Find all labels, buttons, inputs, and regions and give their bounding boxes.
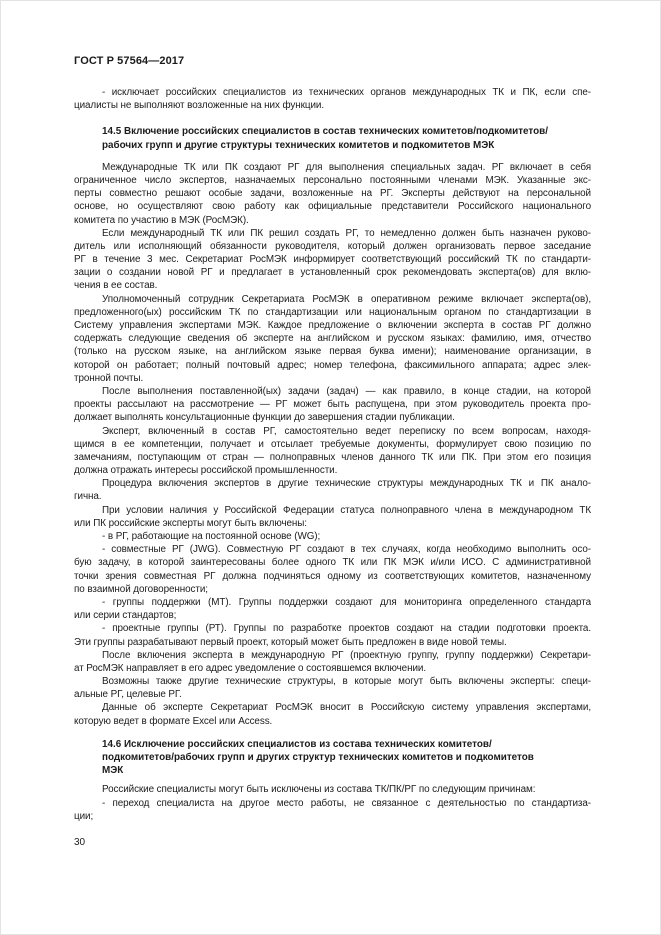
paragraph [74,783,591,796]
text-line: перты совместно решают особые задачи, возложенные на РГ. Эксперты действуют на персональной [74,188,591,200]
list-item-reason-1 [74,797,591,823]
text-line: После включения эксперта в международную РГ (проектную группу, группу поддержки) Секретари- [102,649,591,661]
text-line: - проектные группы (РТ). Группы по разработке проектов создают на стадии подготовки проекта. [102,623,591,635]
list-item-wg [74,530,591,543]
text-line: точки зрения совместная РГ должна подчиняться одному из соответствующих комитетов, назначенному [74,570,591,582]
text-line: При условии наличия у Российской Федерации статуса полноправного члена в международном ТК [102,504,591,516]
text-line: Если международный ТК или ПК решил создать РГ, то немедленно должен быть назначен руково- [102,227,591,239]
paragraph [74,385,591,425]
text-line: дитель или исполняющий обязанности руководителя, который должен организовать первое заседание [74,240,591,252]
list-item-pt [74,622,591,648]
page-number: 30 [74,836,86,848]
text-line: 14.5 Включение российских специалистов в состав технических комитетов/подкомитетов/ [102,126,548,138]
text-line: или ПК российские эксперты могут быть включены: [74,517,307,529]
text-line: ограниченное число экспертов, назначаемых персонально постоянными членами МЭК. Указанные экс- [74,174,591,186]
text-line: рабочих групп и другие структуры технических комитетов и подкомитетов МЭК [102,139,495,151]
text-line: чения в ее состав. [74,280,158,292]
text-line: или серии стандартов; [74,610,177,622]
text-line: - исключает российских специалистов из технических органов международных ТК и ПК, если спе- [102,87,591,98]
text-line: (только на русском языке, на английском языке первая буква имени); наименование организации, в [74,346,591,358]
text-line: ат РосМЭК направляет в его адрес уведомление о состоявшемся включении. [74,662,426,674]
text-line: которую ведет в формате Excel или Access. [74,715,273,727]
text-line: МЭК [102,765,124,777]
list-item-continued [74,86,591,112]
paragraph [74,425,591,478]
text-line: ции; [74,810,94,822]
text-line: циалисты не выполняют возложенные на них функции. [74,100,325,112]
text-line: Российские специалисты могут быть исключены из состава ТК/ПК/РГ по следующим причинам: [102,784,536,796]
text-line: которой он работает; полный почтовый адрес; номер телефона, факсимильного аппарата; адрес элек- [74,359,591,371]
text-line: по взаимной договоренности; [74,583,208,595]
text-line: Данные об эксперте Секретариат РосМЭК вносит в Российскую систему управления экспертами, [102,702,591,714]
text-line: Уполномоченный сотрудник Секретариата РосМЭК в оперативном режиме включает эксперта(ов), [102,293,591,305]
text-line: - группы поддержки (МТ). Группы поддержки создают для мониторинга определенного стандарта [102,596,591,608]
text-line: щимся в ее компетенции, получает и отсылает требуемые документы, формулирует свою позицию по [74,438,591,450]
page-content-area [74,55,591,849]
text-line: - совместные РГ (JWG). Совместную РГ создают в тех случаях, когда необходимо выполнить осо- [102,544,591,556]
text-line: гична. [74,491,102,503]
text-line: 14.6 Исключение российских специалистов из состава технических комитетов/ [102,738,492,750]
heading-14-5 [74,125,591,151]
text-line: - переход специалиста на другое место работы, не связанное с деятельностью по стандартиза- [102,797,591,809]
paragraph [74,161,591,227]
standard-code-header: ГОСТ Р 57564—2017 [74,55,185,67]
list-item-mt [74,596,591,622]
heading-14-6 [74,738,591,778]
document-body [74,86,591,823]
paragraph [74,504,591,530]
text-line: комитета по участию в МЭК (РосМЭК). [74,214,249,226]
text-line: предложенного(ых) российским ТК по стандартизации или национальным органом по стандартизации в [74,306,591,318]
text-line: - в РГ, работающие на постоянной основе (WG); [102,531,321,542]
text-line: содержать следующие сведения об эксперте на английском и русском языках: фамилию, имя, отчество [74,333,591,345]
text-line: проекты рассылают на рассмотрение — РГ может быть распущена, при этом руководитель проекта про- [74,399,591,411]
text-line: Эти группы разрабатывают первый проект, который может быть предложен в виде новой темы. [74,636,507,648]
text-line: Международные ТК или ПК создают РГ для выполнения специальных задач. РГ включает в себя [102,161,591,173]
text-line: бую задачу, в которой заинтересованы более одного ТК или ПК МЭК и/или ИСО. С административной [74,557,591,569]
paragraph [74,293,591,385]
text-line: основе, но осуществляют свою работу как официальные представители Российского национального [74,201,591,213]
paragraph [74,477,591,503]
paragraph [74,675,591,701]
paragraph [74,701,591,727]
text-line: Систему управления экспертами МЭК. Каждое предложение о включении эксперта в состав РГ должно [74,320,591,331]
text-line: должна отражать интересы российской промышленности. [74,465,338,477]
paragraph [74,227,591,293]
text-line: подкомитетов/рабочих групп и других структур технических комитетов и подкомитетов [102,752,534,763]
list-item-jwg [74,543,591,596]
text-line: замечаниям, поступающим от стран — полноправных членов данного ТК или ПК. При этом его позиция [74,451,591,463]
text-line: РГ в течение 3 мес. Секретариат РосМЭК информирует соответствующий российский ТК по стандарти- [74,254,591,266]
text-line: Процедура включения экспертов в другие технические структуры международных ТК и ПК анало- [102,478,591,490]
text-line: тронной почты. [74,372,144,384]
paragraph [74,649,591,675]
text-line: Возможны также другие технические структуры, в которые могут быть включены эксперты: специ- [102,676,591,688]
text-line: После выполнения поставленной(ых) задачи (задач) — как правило, в конце стадии, на которой [102,385,591,397]
text-line: должает выполнять консультационные функции до завершения стадии публикации. [74,412,455,424]
text-line: зации о создании новой РГ и предлагает в установленный срок рекомендовать эксперта(ов) для вклю- [74,267,591,279]
text-line: Эксперт, включенный в состав РГ, самостоятельно ведет переписку по всем вопросам, находя- [102,425,591,437]
text-line: альные РГ, целевые РГ. [74,689,182,701]
